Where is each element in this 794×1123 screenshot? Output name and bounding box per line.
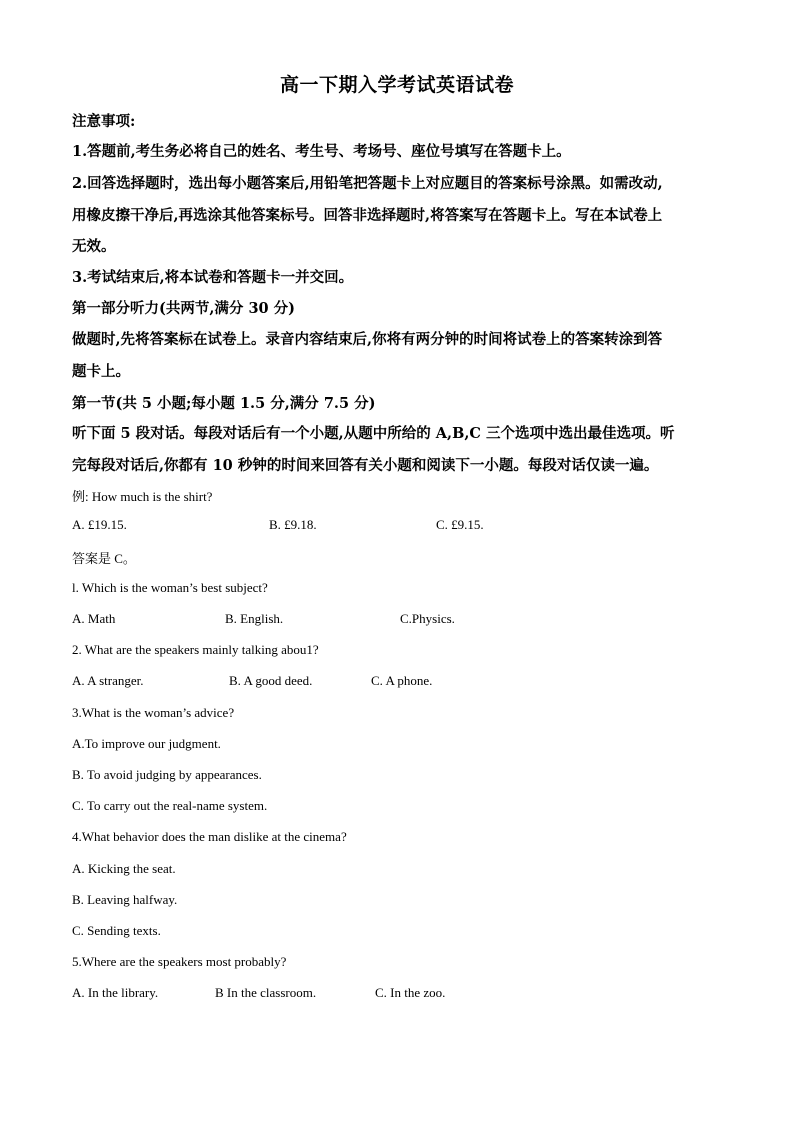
- example-question: 例: How much is the shirt?: [72, 489, 213, 504]
- notice-item-2-line-2: 用橡皮擦干净后,再选涂其他答案标号。回答非选择题时,将答案写在答题卡上。写在本试卷上: [72, 207, 663, 224]
- q5-option-c: C. In the zoo.: [375, 985, 446, 1000]
- q1-option-c: C.Physics.: [400, 611, 455, 626]
- example-option-c: C. £9.15.: [436, 517, 484, 532]
- q3-option-b: B. To avoid judging by appearances.: [72, 767, 262, 782]
- q3-option-a: A.To improve our judgment.: [72, 736, 221, 751]
- q5-option-a: A. In the library.: [72, 985, 159, 1000]
- q1-option-a: A. Math: [72, 611, 116, 626]
- section1-heading: 第一节(共 5 小题;每小题 1.5 分,满分 7.5 分): [72, 395, 376, 412]
- notice-item-2-line-3: 无效。: [72, 238, 116, 255]
- q2-option-b: B. A good deed.: [229, 673, 313, 688]
- q3-option-c: C. To carry out the real-name system.: [72, 798, 268, 813]
- q4-option-a: A. Kicking the seat.: [72, 861, 176, 876]
- notice-heading: 注意事项:: [72, 113, 136, 130]
- q3-question: 3.What is the woman’s advice?: [72, 705, 235, 720]
- q2-option-c: C. A phone.: [371, 673, 433, 688]
- example-answer: 答案是 C。: [72, 551, 136, 566]
- example-option-a: A. £19.15.: [72, 517, 127, 532]
- notice-item-1: 1.答题前,考生务必将自己的姓名、考生号、考场号、座位号填写在答题卡上。: [72, 143, 571, 160]
- section1-instruction-line-1: 听下面 5 段对话。每段对话后有一个小题,从题中所给的 A,B,C 三个选项中选出最佳选项。听: [72, 425, 675, 442]
- q1-question: l. Which is the woman’s best subject?: [72, 580, 268, 595]
- page-title: 高一下期入学考试英语试卷: [279, 74, 514, 96]
- section1-instruction-line-2: 完每段对话后,你都有 10 秒钟的时间来回答有关小题和阅读下一小题。每段对话仅读一遍。: [72, 457, 659, 474]
- q5-option-b: B In the classroom.: [215, 985, 317, 1000]
- q4-option-b: B. Leaving halfway.: [72, 892, 178, 907]
- part1-instruction-line-1: 做题时,先将答案标在试卷上。录音内容结束后,你将有两分钟的时间将试卷上的答案转涂到答: [72, 331, 663, 348]
- q2-question: 2. What are the speakers mainly talking abou1?: [72, 642, 319, 657]
- q1-option-b: B. English.: [225, 611, 284, 626]
- notice-item-2-line-1: 2.回答选择题时，选出每小题答案后,用铅笔把答题卡上对应题目的答案标号涂黑。如需改动,: [72, 175, 663, 192]
- q5-question: 5.Where are the speakers most probably?: [72, 954, 287, 969]
- notice-item-3: 3.考试结束后,将本试卷和答题卡一并交回。: [72, 269, 354, 286]
- q4-option-c: C. Sending texts.: [72, 923, 161, 938]
- part1-instruction-line-2: 题卡上。: [72, 363, 130, 380]
- example-option-b: B. £9.18.: [269, 517, 317, 532]
- q4-question: 4.What behavior does the man dislike at the cinema?: [72, 829, 347, 844]
- part1-heading: 第一部分听力(共两节,满分 30 分): [72, 300, 296, 317]
- q2-option-a: A. A stranger.: [72, 673, 144, 688]
